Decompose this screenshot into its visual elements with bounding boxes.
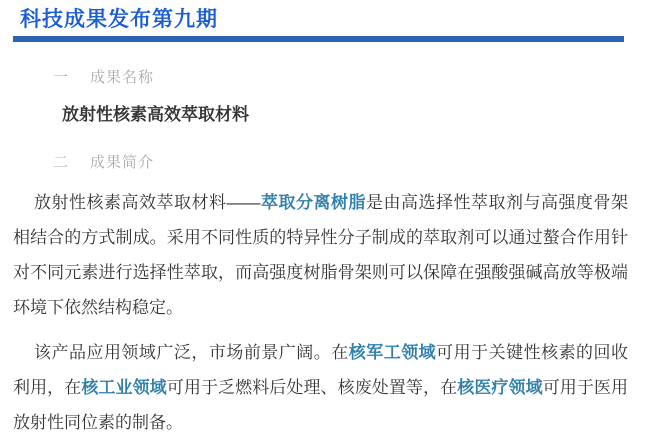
paragraph-text: 是由高选择性萃取剂与高强度骨架相结合的方式制成。采用不同性质的特异性分子制成的萃取剂可以通过螯合作用针对不同元素进行选择性萃取，而高强度树脂骨架则可以保障在强酸强碱高放等极端环境下依然结构稳定。 xyxy=(13,193,628,317)
intro-paragraphs xyxy=(0,185,645,440)
paragraph-text: 可用于医用放射性同位素的制备。 xyxy=(13,378,629,432)
paragraph-text: 放射性核素高效萃取材料—— xyxy=(34,193,261,212)
title-underline-bar xyxy=(13,36,624,42)
section-label: 成果简介 xyxy=(90,154,155,171)
paragraph-text: 可用于关键性核素的回收利用，在 xyxy=(13,343,629,397)
achievement-name: 放射性核素高效萃取材料 xyxy=(62,105,249,124)
page-title: 科技成果发布第九期 xyxy=(20,8,218,31)
highlighted-term: 核军工领域 xyxy=(348,343,437,362)
section-number: 一 xyxy=(53,69,70,86)
highlighted-term: 核医疗领域 xyxy=(457,378,543,397)
section-label: 成果名称 xyxy=(90,69,155,86)
section-header-intro xyxy=(53,155,645,171)
section-number: 二 xyxy=(53,154,70,171)
paragraph-text: 可用于乏燃料后处理、核废处置等，在 xyxy=(166,378,458,397)
highlighted-term: 核工业领域 xyxy=(81,378,167,397)
paragraph xyxy=(13,335,628,440)
section-header-name xyxy=(53,70,645,86)
paragraph-text: 该产品应用领域广泛，市场前景广阔。在 xyxy=(34,343,349,362)
paragraph xyxy=(13,185,628,325)
highlighted-term: 萃取分离树脂 xyxy=(260,193,366,212)
